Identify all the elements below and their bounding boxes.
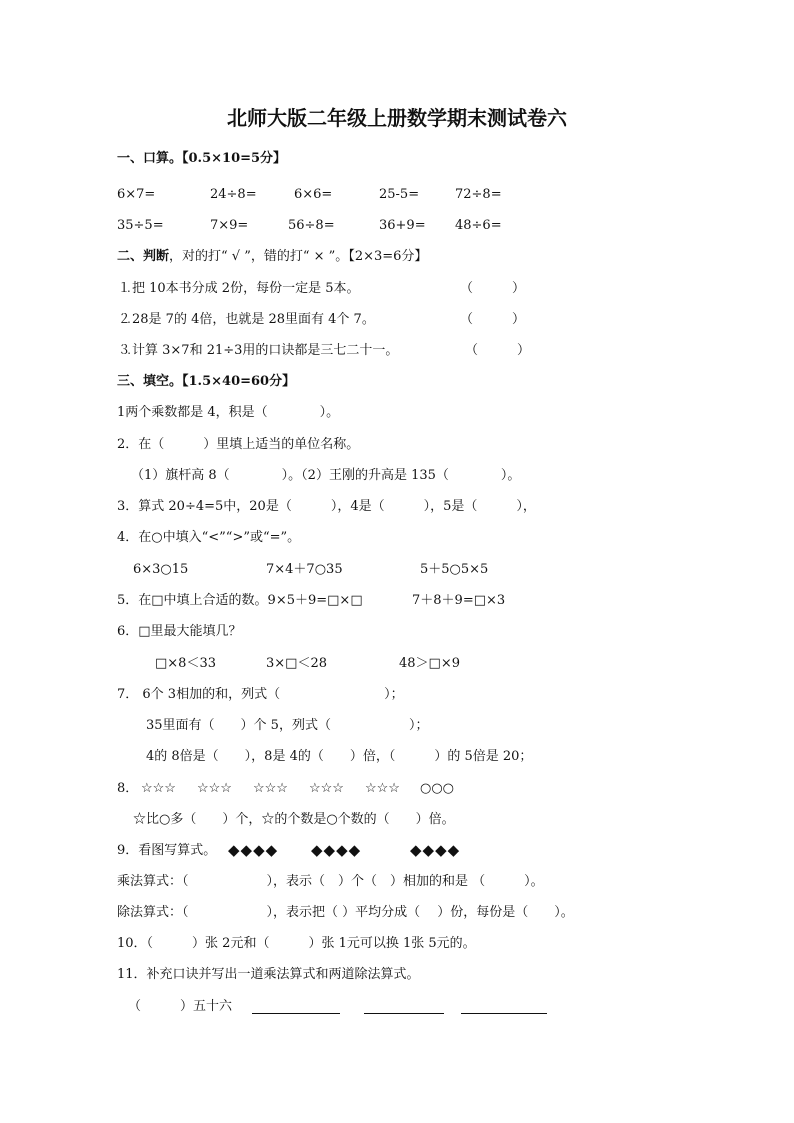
oral-calc-item: 35÷5= [117,218,164,233]
judge-answer-paren: （ ） [460,312,526,327]
question-5: 5．在□中填上合适的数。9×5＋9=□×□ [117,593,363,608]
oral-calc-item: 25-5= [379,187,420,202]
oral-calc-item: 36+9= [379,218,426,233]
question-9-label: 9．看图写算式。 [117,843,217,858]
star-group: ☆☆☆ [365,781,400,796]
oral-calc-item: 72÷8= [455,187,502,202]
compare-item: 7×4＋7○35 [266,562,343,577]
question-7-c: 4的 8倍是（ ），8是 4的（ ）倍，（ ）的 5倍是 20； [146,749,533,764]
oral-calc-item: 6×6= [294,187,333,202]
star-group: ☆☆☆ [309,781,344,796]
section1-heading-line [117,150,286,168]
question-4: 4．在○中填入“<”“>”或“=”。 [117,530,301,545]
section1-score: 【0.5×10=5分】 [182,151,287,166]
question-10: 10．（ ）张 2元和（ ）张 1元可以换 1张 5元的。 [117,936,476,951]
question-1: 1两个乘数都是 4，积是（ ）。 [117,405,340,420]
max-fill-item: 48＞□×9 [399,656,460,671]
question-2-sub: （1）旗杆高 8（ ）。（2）王刚的升高是 135（ ）。 [131,468,521,483]
question-11-rhyme: （ ）五十六 [128,999,233,1014]
question-3: 3．算式 20÷4=5中，20是（ ），4是（ ），5是（ ）， [117,499,536,514]
max-fill-item: 3×□＜28 [266,656,327,671]
judge-answer-paren: （ ） [465,343,531,358]
max-fill-item: □×8＜33 [155,656,216,671]
judge-item: ⒊计算 3×7和 21÷3用的口诀都是三七二十一。 [119,343,399,358]
oral-calc-item: 48÷6= [455,218,502,233]
diamond-group: ◆◆◆◆ [228,841,279,859]
oral-calc-item: 56÷8= [288,218,335,233]
page-title: 北师大版二年级上册数学期末测试卷六 [227,106,567,130]
question-11: 11．补充口诀并写出一道乘法算式和两道除法算式。 [117,967,420,982]
question-5-second: 7＋8＋9=□×3 [412,593,506,608]
question-9-division: 除法算式：（ ），表示把（ ）平均分成（ ）份，每份是（ ）。 [117,905,574,920]
star-group: ☆☆☆ [253,781,288,796]
question-9-multiplication: 乘法算式：（ ），表示（ ）个（ ）相加的和是 （ ）。 [117,874,544,889]
answer-blank [461,1001,547,1014]
star-group: ☆☆☆ [197,781,232,796]
diamond-group: ◆◆◆◆ [410,841,461,859]
question-7-a: 7． 6个 3相加的和，列式（ ）； [117,687,404,702]
section3-heading-line [117,373,295,391]
compare-item: 6×3○15 [133,562,189,577]
section2-heading: 二、判断 [117,249,170,264]
question-7-b: 35里面有（ ）个 5，列式（ ）； [146,718,429,733]
judge-item: ⒈把 10本书分成 2份，每份一定是 5本。 [119,281,360,296]
section3-heading: 三、填空。 [117,374,183,389]
circle-group: ○○○ [420,781,455,796]
section2-score: 【2×3=6分】 [348,249,428,264]
section3-score: 【1.5×40=60分】 [182,374,296,389]
star-group: ☆☆☆ [141,781,176,796]
judge-item: ⒉28是 7的 4倍，也就是 28里面有 4个 7。 [119,312,375,327]
oral-calc-item: 24÷8= [210,187,257,202]
oral-calc-item: 6×7= [117,187,156,202]
question-2: 2．在（ ）里填上适当的单位名称。 [117,437,360,452]
answer-blank [252,1001,340,1014]
question-8-b: ☆比○多（ ）个，☆的个数是○个数的（ ）倍。 [133,812,455,827]
compare-item: 5＋5○5×5 [420,562,489,577]
judge-answer-paren: （ ） [460,281,526,296]
section1-heading: 一、口算。 [117,151,183,166]
section2-heading-line [117,248,427,266]
answer-blank [364,1001,444,1014]
question-8-label: 8． [117,781,139,796]
oral-calc-item: 7×9= [210,218,249,233]
diamond-group: ◆◆◆◆ [311,841,362,859]
question-6: 6．□里最大能填几？ [117,624,242,639]
section2-instruction: ，对的打“ √ ”，错的打“ × ”。 [169,249,349,264]
